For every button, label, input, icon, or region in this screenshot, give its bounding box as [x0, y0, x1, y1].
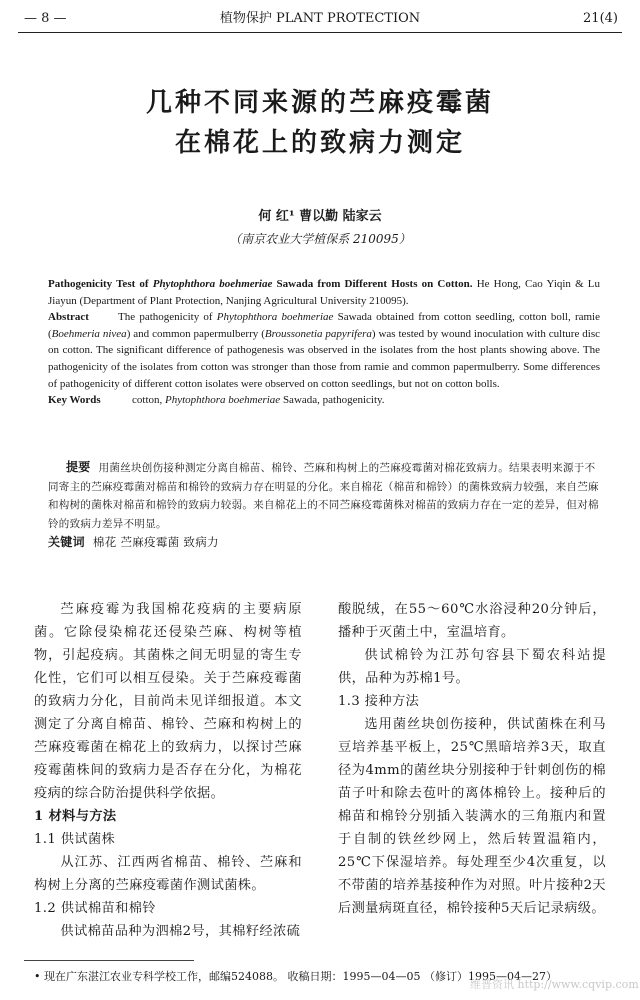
chinese-abstract-label: 提要: [66, 460, 91, 474]
chinese-abstract-text: 用菌丝块创伤接种测定分离自棉苗、棉铃、苎麻和构树上的苎麻疫霉菌对棉花致病力。结果表明来源于不同寄主的苎麻疫霉菌对棉苗和棉铃的致病力存在明显的分化。来自棉花（棉苗和棉铃）的菌株致病力较强，来自苎麻和构树的菌株对棉苗和棉铃的致病力较弱。来自棉花上的不同苎麻疫霉菌株对棉苗的致病力存在一定的差异，但对棉铃的致病力差异不明显。: [48, 462, 599, 530]
abstract-label: Abstract: [48, 311, 89, 324]
english-abstract-block: [48, 276, 600, 409]
section-1-heading: 1 材料与方法: [34, 809, 117, 824]
ramie-species: Boehmeria nivea: [51, 327, 127, 340]
cotton-boll-paragraph: 供试棉铃为江苏句容县下蜀农科站提供，品种为苏棉1号。: [338, 648, 606, 686]
abstract-text-2: Sawada obtained from cotton seedling, cotton boll, ramie (: [48, 311, 600, 340]
english-keywords: [48, 392, 600, 409]
issue-number: 21(4): [583, 11, 618, 26]
body-left-column: [34, 598, 302, 943]
keywords-text-2: Sawada, pathogenicity.: [280, 394, 385, 407]
mulberry-species: Broussonetia papyrifera: [264, 327, 372, 340]
english-title: [48, 276, 600, 309]
chinese-keywords-text: 棉花 苎麻疫霉菌 致病力: [92, 535, 219, 549]
page-number: — 8 —: [24, 11, 67, 26]
section-1-2-heading: 1.2 供试棉苗和棉铃: [34, 901, 156, 916]
english-authors: He Hong, Cao Yiqin & Lu Jiayun (Department of Plant Protection, Nanjing Agricultural University 210095).: [48, 278, 600, 307]
title-line-1: 几种不同来源的苎麻疫霉菌: [145, 88, 494, 118]
keywords-species: Phytophthora boehmeriae: [165, 394, 281, 407]
footnote: • 现在广东湛江农业专科学校工作，邮编524088。 收稿日期：1995—04—05 （修订）1995—04—27）: [34, 970, 557, 983]
section-1-3-heading: 1.3 接种方法: [338, 694, 420, 709]
continuation-paragraph: 酸脱绒，在55～60℃水浴浸种20分钟后，播种于灭菌土中，室温培育。: [338, 602, 606, 640]
keywords-label: Key Words: [48, 394, 101, 407]
english-title-suffix: Sawada from Different Hosts on Cotton.: [272, 278, 473, 290]
chinese-keywords: [48, 533, 603, 553]
section-1-1-text: 从江苏、江西两省棉苗、棉铃、苎麻和构树上分离的苎麻疫霉菌作测试菌株。: [34, 855, 302, 893]
section-1-3-text: 选用菌丝块创伤接种，供试菌株在利马豆培养基平板上，25℃黑暗培养3天，取直径为4mm的菌丝块分别接种于针刺创伤的棉苗子叶和除去苞叶的离体棉铃上。接种后的棉苗和棉铃分别插入装满水的三角瓶内和置于自制的铁丝纱网上，然后转置温箱内，25℃下保湿培养。每处理至少4次重复，以不带菌的培养基接种作为对照。叶片接种2天后测量病斑直径，棉铃接种5天后记录病级。: [338, 717, 606, 916]
header-rule: [18, 32, 622, 33]
authors: 何 红¹ 曹以勤 陆家云: [258, 209, 382, 224]
english-abstract: [48, 309, 600, 392]
journal-name: 植物保护 PLANT PROTECTION: [219, 11, 421, 26]
body-right-column: [338, 598, 606, 920]
english-title-prefix: Pathogenicity Test of: [48, 278, 153, 290]
watermark: 维普资讯 http://www.cqvip.com: [470, 978, 639, 991]
keywords-text-1: cotton,: [132, 394, 165, 407]
chinese-abstract: [48, 458, 603, 553]
abstract-text-3: ) and common papermulberry (: [126, 327, 265, 340]
title-line-2: 在棉花上的致病力测定: [174, 128, 465, 158]
abstract-text-1: The pathogenicity of: [118, 311, 217, 324]
footnote-rule: [24, 960, 194, 961]
intro-paragraph: 苎麻疫霉为我国棉花疫病的主要病原菌。它除侵染棉花还侵染苎麻、构树等植物，引起疫病。其菌株之间无明显的寄生专化性，它们可以相互侵染。关于苎麻疫霉菌的致病力分化，目前尚未见详细报道。本文测定了分离自棉苗、棉铃、苎麻和构树上的苎麻疫霉菌在棉花上的致病力，以探讨苎麻疫霉菌株间的致病力是否存在分化，为棉花疫病的综合防治提供科学依据。: [34, 602, 302, 801]
english-title-species: Phytophthora boehmeriae: [152, 278, 273, 290]
affiliation: （南京农业大学植保系 210095）: [229, 232, 411, 246]
chinese-keywords-label: 关键词: [48, 535, 85, 549]
abstract-text-4: ) was tested by wound inoculation with culture disc on cotton. The significant difference of pathogenesis was observed in the isolates from the host plants showing above. The pathogenicity of the isolates from cotton was stronger than those from ramie and common papermulberry. Some differences of pathogenicity of different cotton isolates were observed on cotton seedlings, but not on cotton bolls.: [48, 327, 600, 390]
abstract-species: Phytophthora boehmeriae: [216, 311, 334, 324]
section-1-1-heading: 1.1 供试菌株: [34, 832, 116, 847]
section-1-2-text: 供试棉苗品种为泗棉2号，其棉籽经浓硫: [60, 924, 301, 939]
